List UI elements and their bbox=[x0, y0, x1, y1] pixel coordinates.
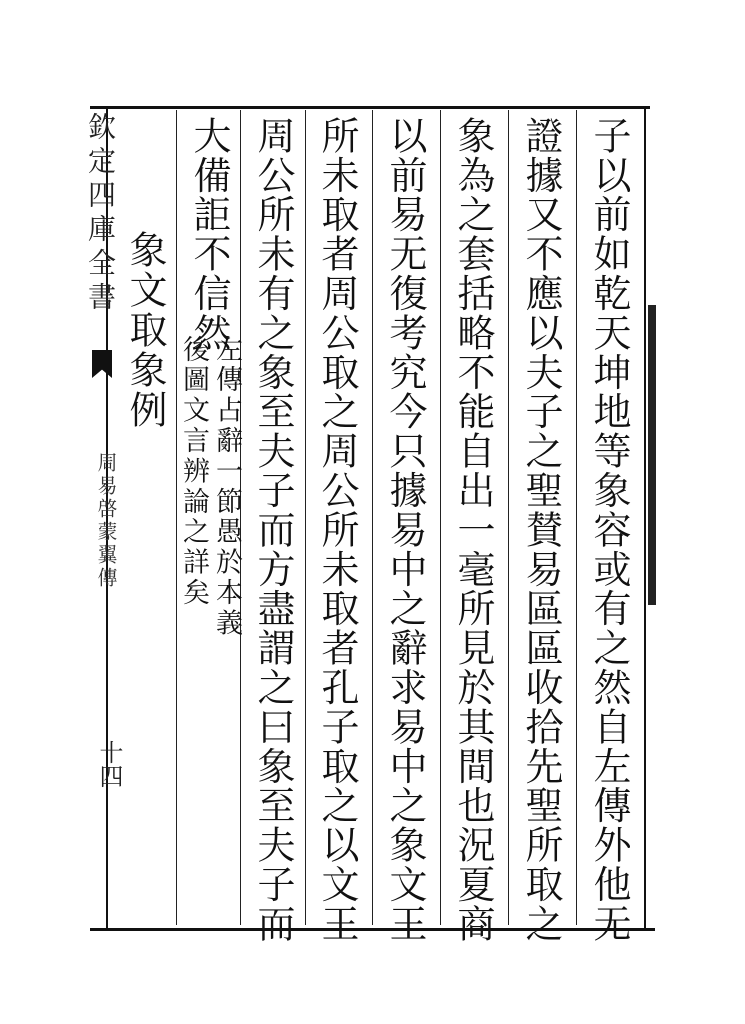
margin-book-name: 周易啓蒙翼傳 bbox=[94, 452, 118, 590]
column-rule bbox=[305, 110, 306, 925]
margin-page-number: 十四 bbox=[95, 740, 123, 788]
column-rule bbox=[508, 110, 509, 925]
text-column-5: 所未取者周公取之周公所未取者孔子取之以文王 bbox=[315, 116, 359, 944]
note-line-2: 後圖文言辨論之詳矣 bbox=[178, 335, 209, 609]
column-rule bbox=[576, 110, 577, 925]
margin-collection-title: 欽定四庫全書 bbox=[84, 112, 117, 316]
right-border bbox=[644, 106, 646, 928]
column-rule bbox=[176, 110, 177, 925]
column-rule bbox=[372, 110, 373, 925]
text-column-7: 大備詎不信然 bbox=[187, 116, 231, 353]
column-rule bbox=[440, 110, 441, 925]
text-column-6: 周公所未有之象至夫子而方盡謂之曰象至夫子而 bbox=[251, 116, 295, 944]
fish-tail-mark bbox=[92, 350, 112, 378]
top-border bbox=[90, 106, 650, 109]
page-edge-shadow bbox=[648, 305, 656, 605]
text-column-1: 子以前如乾天坤地等象容或有之然自左傳外他无 bbox=[587, 116, 631, 944]
text-column-3: 象為之套括略不能自出一毫所見於其間也況夏商 bbox=[451, 116, 495, 944]
bottom-border bbox=[90, 928, 655, 931]
text-column-4: 以前易无復考究今只據易中之辭求易中之象文王 bbox=[383, 116, 427, 944]
note-line-1: 左傳占辭一節愚於本義 bbox=[211, 335, 242, 639]
section-heading: 象文取象例 bbox=[123, 230, 167, 430]
text-column-2: 證據又不應以夫子之聖賛易區區收拾先聖所取之 bbox=[519, 116, 563, 944]
